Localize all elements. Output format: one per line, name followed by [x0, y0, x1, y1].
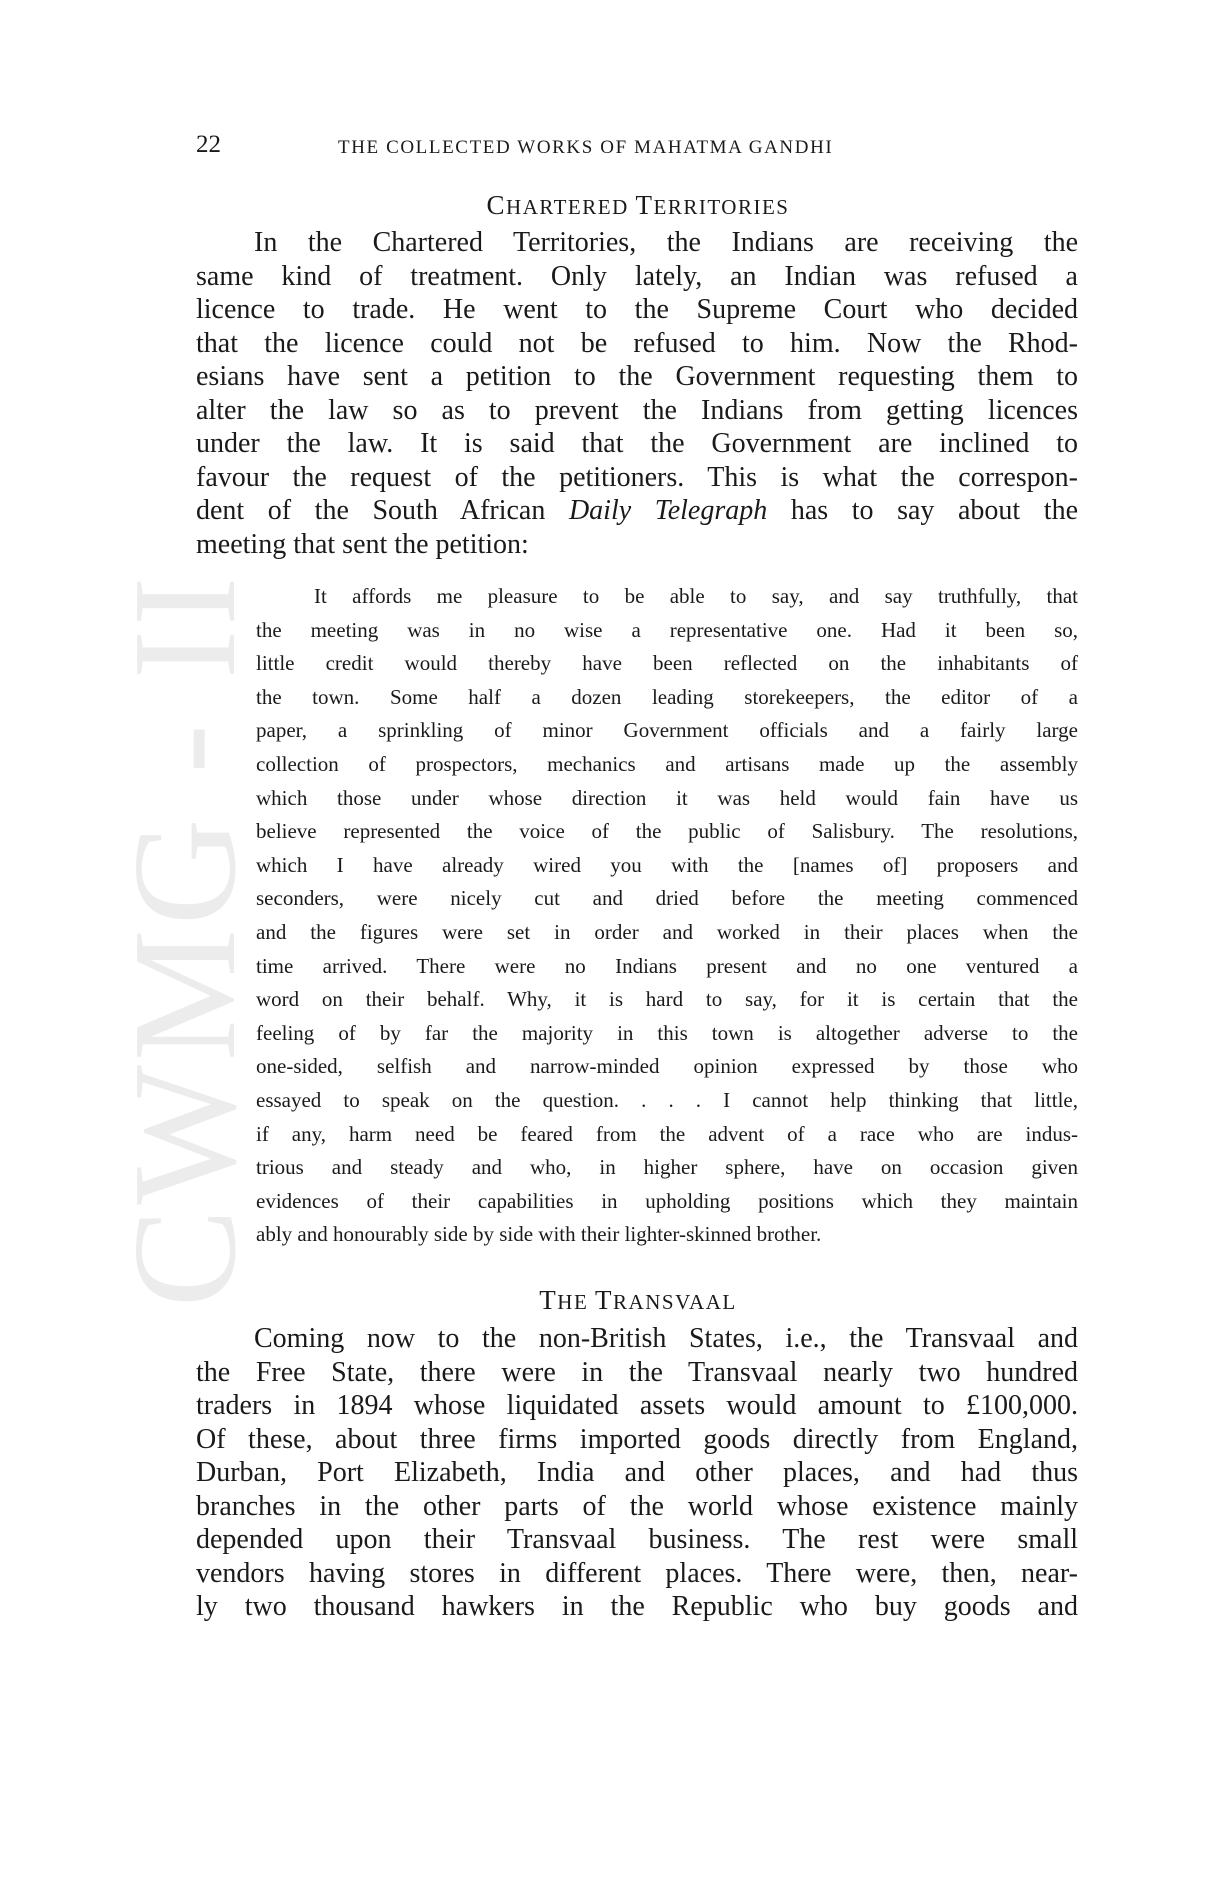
page-number: 22 — [196, 131, 221, 158]
quote-line: seconders, were nicely cut and dried before the meeting commenced — [256, 886, 1078, 911]
text-line: Coming now to the non-British States, i.e., the Transvaal and — [254, 1323, 1078, 1354]
section-heading-transvaal: THE TRANSVAAL — [539, 1285, 737, 1315]
running-head: THE COLLECTED WORKS OF MAHATMA GANDHI — [338, 137, 834, 158]
text-line: traders in 1894 whose liquidated assets would amount to £100,000. — [196, 1390, 1078, 1421]
quote-line: paper, a sprinkling of minor Government officials and a fairly large — [256, 718, 1078, 743]
text-line: same kind of treatment. Only lately, an Indian was refused a — [196, 260, 1078, 292]
quote-line: ably and honourably side by side with their lighter-skinned brother. — [256, 1222, 822, 1247]
text-line: dent of the South African Daily Telegraph has to say about the — [196, 495, 1078, 526]
text-line: licence to trade. He went to the Supreme Court who decided — [196, 294, 1078, 325]
text-line: ly two thousand hawkers in the Republic who buy goods and — [196, 1591, 1078, 1622]
quote-line: essayed to speak on the question. . . . I cannot help thinking that little, — [256, 1087, 1078, 1112]
text-line: alter the law so as to prevent the Indians from getting licences — [196, 394, 1078, 426]
quote-line: time arrived. There were no Indians present and no one ventured a — [256, 953, 1078, 978]
block-quote — [256, 580, 1078, 1252]
text-line: Durban, Port Elizabeth, India and other places, and had thus — [196, 1457, 1078, 1488]
text-line: Of these, about three firms imported goods directly from England, — [196, 1423, 1078, 1455]
quote-line: one-sided, selfish and narrow-minded opinion expressed by those who — [256, 1054, 1078, 1079]
watermark — [103, 560, 267, 1320]
quote-line: the meeting was in no wise a representative one. Had it been so, — [256, 617, 1078, 642]
quote-line: feeling of by far the majority in this town is altogether adverse to the — [256, 1020, 1078, 1045]
quote-line: trious and steady and who, in higher sphere, have on occasion given — [256, 1155, 1078, 1180]
text-line: under the law. It is said that the Government are inclined to — [196, 428, 1078, 459]
quote-line: word on their behalf. Why, it is hard to say, for it is certain that the — [256, 987, 1078, 1012]
paragraph-chartered-territories — [196, 226, 1078, 561]
quote-line: the town. Some half a dozen leading storekeepers, the editor of a — [256, 684, 1078, 709]
quote-line: if any, harm need be feared from the advent of a race who are indus- — [256, 1121, 1078, 1146]
text-line: depended upon their Transvaal business. The rest were small — [196, 1524, 1078, 1555]
quote-line: little credit would thereby have been reflected on the inhabitants of — [256, 651, 1078, 676]
watermark-text: CWMG - II — [103, 572, 267, 1308]
quote-line: It affords me pleasure to be able to say, and say truthfully, that — [314, 584, 1078, 608]
text-line: vendors having stores in different places. There were, then, near- — [196, 1557, 1078, 1589]
paragraph-transvaal — [196, 1322, 1078, 1624]
text-line: meeting that sent the petition: — [196, 528, 529, 560]
text-line: esians have sent a petition to the Government requesting them to — [196, 361, 1078, 392]
text-line: favour the request of the petitioners. This is what the correspon- — [196, 461, 1078, 493]
quote-line: evidences of their capabilities in upholding positions which they maintain — [256, 1188, 1078, 1213]
text-line: In the Chartered Territories, the Indians are receiving the — [254, 227, 1078, 258]
text-line: that the licence could not be refused to him. Now the Rhod- — [196, 327, 1078, 359]
quote-line: collection of prospectors, mechanics and artisans made up the assembly — [256, 751, 1078, 776]
quote-line: and the figures were set in order and worked in their places when the — [256, 919, 1078, 944]
text-line: branches in the other parts of the world whose existence mainly — [196, 1490, 1078, 1522]
newspaper-title: Daily Telegraph — [568, 495, 768, 526]
quote-line: which I have already wired you with the [names of] proposers and — [256, 852, 1078, 877]
quote-line: believe represented the voice of the public of Salisbury. The resolutions, — [256, 819, 1078, 844]
quote-line: which those under whose direction it was held would fain have us — [256, 785, 1078, 810]
text-line: the Free State, there were in the Transvaal nearly two hundred — [196, 1356, 1078, 1388]
section-heading-chartered-territories: CHARTERED TERRITORIES — [486, 190, 790, 220]
